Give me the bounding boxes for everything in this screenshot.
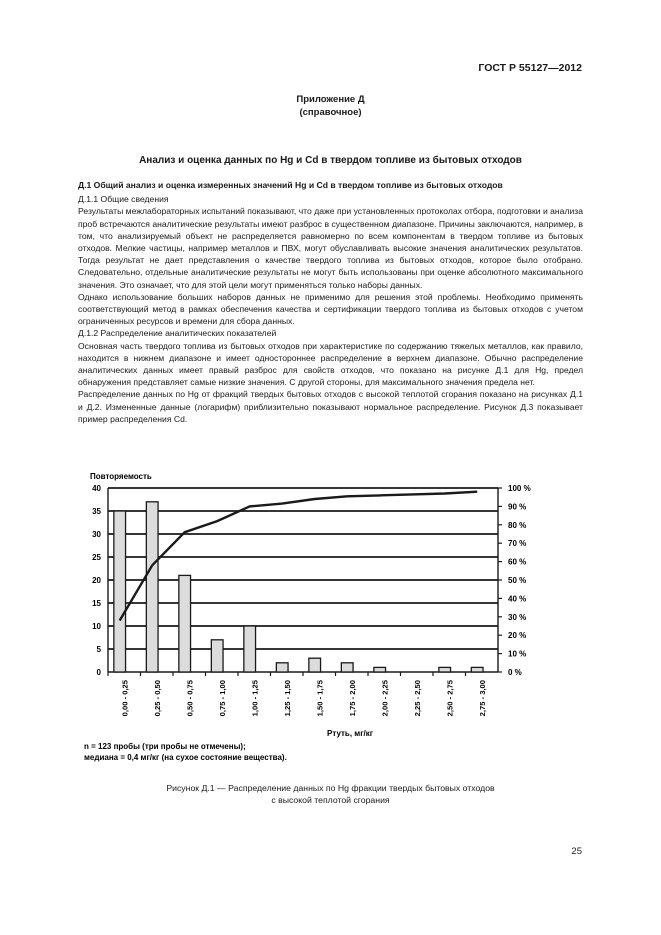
x-axis-ticks — [108, 672, 487, 716]
y2-tick-label: 20 % — [508, 631, 527, 641]
x-tick-label: 0,50 - 0,75 — [185, 680, 195, 717]
bar — [211, 640, 223, 672]
x-tick-label: 0,00 - 0,25 — [120, 680, 130, 717]
y-tick-label: 25 — [92, 553, 101, 562]
y2-tick-label: 90 % — [508, 502, 527, 512]
chart-bars — [114, 502, 483, 672]
y2-tick-label: 50 % — [508, 576, 527, 585]
appendix-title: Приложение Д — [296, 94, 365, 105]
paragraph-1: Результаты межлабораторных испытаний показывают, что даже при установленных протоколах отбора, подготовки и анализа проб встречаются аналитические результаты имеют разброс в существенном диапазоне. Причины заключаются, например, в том, что анализируемый объект не распределяется равномерно по всем компонентам в твердом топливе из бытовых отходов. Мелкие частицы, например металлов и ПВХ, могут обуславливать высокие значения аналитических результатов. Тогда результат не дает представления о качестве твердого топлива из бытовых отходов, которое было отобрано. Следовательно, отдельные аналитические результаты не могут быть использованы при оценке абсолютного максимального значения. Это означает, что для этой цели могут применяться только наборы данных. — [78, 206, 583, 290]
y-tick-label: 5 — [96, 645, 101, 654]
y-tick-label: 15 — [92, 599, 101, 608]
x-tick-label: 1,50 - 1,75 — [315, 680, 325, 717]
bar — [276, 663, 288, 672]
subsection-heading-d11: Д.1.1 Общие сведения — [78, 194, 169, 205]
chart-note-2: медиана = 0,4 мг/кг (на сухое состояние вещества). — [84, 753, 287, 762]
y-tick-label: 30 — [92, 530, 101, 539]
x-tick-label: 1,25 - 1,50 — [282, 680, 292, 717]
y2-tick-label: 70 % — [508, 539, 527, 549]
main-title: Анализ и оценка данных по Hg и Cd в твердом топливе из бытовых отходов — [139, 155, 522, 166]
bar — [471, 667, 483, 672]
x-tick-label: 2,50 - 2,75 — [445, 680, 455, 717]
appendix-subtitle: (справочное) — [299, 107, 362, 118]
paragraph-2: Однако использование больших наборов данных не применимо для решения этой проблемы. Необходимо применять соответствующий метод в рамках обеспечения качества и сертификации твердого топлива из бытовых отходов с учетом ограниченных ресурсов и времени для сбора данных. — [78, 291, 583, 327]
y2-tick-label: 40 % — [508, 594, 527, 604]
y-axis-title: Повторяемость — [90, 472, 152, 481]
bar — [341, 663, 353, 672]
x-tick-label: 2,75 - 3,00 — [477, 680, 487, 717]
y2-tick-label: 60 % — [508, 557, 527, 567]
bar — [179, 575, 191, 672]
standard-number: ГОСТ Р 55127—2012 — [478, 62, 582, 74]
x-tick-label: 2,00 - 2,25 — [380, 680, 390, 717]
y-tick-label: 35 — [92, 507, 101, 516]
left-axis-ticks — [92, 484, 101, 677]
bar — [309, 658, 321, 672]
body-text — [78, 179, 583, 425]
chart-note-1: n = 123 пробы (три пробы не отмечены); — [84, 742, 246, 751]
hg-distribution-chart — [78, 468, 578, 768]
subsection-heading-d12: Д.1.2 Распределение аналитических показателей — [78, 328, 277, 339]
y-tick-label: 0 — [96, 668, 101, 677]
y2-tick-label: 10 % — [508, 649, 527, 659]
figure-caption — [0, 782, 661, 806]
x-axis-title: Ртуть, мг/кг — [327, 729, 374, 738]
paragraph-3: Основная часть твердого топлива из бытовых отходов при характеристике по содержанию тяжелых металлов, как правило, находится в нижнем диапазоне и имеет одностороннее распределение в верхнем диапазоне. Обычно распределение аналитических данных имеет правый разброс для свойств отходов, что показано на рисунке Д.1 для Hg, предел обнаружения представляет самые низкие значения. С другой стороны, для максимального значения предела нет. — [78, 340, 583, 388]
y-tick-label: 20 — [92, 576, 101, 585]
y-tick-label: 10 — [92, 622, 101, 631]
appendix-heading — [0, 93, 661, 119]
page-number: 25 — [571, 846, 582, 857]
section-heading-d1: Д.1 Общий анализ и оценка измеренных значений Hg и Cd в твердом топливе из бытовых отходов — [78, 180, 503, 190]
y2-tick-label: 30 % — [508, 612, 527, 622]
x-tick-label: 1,00 - 1,25 — [250, 680, 260, 717]
y2-tick-label: 0 % — [508, 668, 522, 677]
x-tick-label: 2,25 - 2,50 — [412, 680, 422, 717]
x-tick-label: 0,75 - 1,00 — [217, 680, 227, 717]
y2-tick-label: 80 % — [508, 520, 527, 530]
caption-line-2: с высокой теплотой сгорания — [271, 795, 390, 805]
bar — [439, 667, 451, 672]
bar — [244, 626, 256, 672]
paragraph-4: Распределение данных по Hg от фракций твердых бытовых отходов с высокой теплотой сгорания показано на рисунках Д.1 и Д.2. Измененные данные (логарифм) приблизительно показывают нормальное распределение. Рисунок Д.3 показывает пример распределения Cd. — [78, 389, 583, 424]
x-tick-label: 0,25 - 0,50 — [152, 680, 162, 717]
y2-tick-label: 100 % — [508, 484, 531, 493]
y-tick-label: 40 — [92, 484, 101, 493]
chart-grid — [108, 488, 498, 672]
bar — [374, 667, 386, 672]
bar — [146, 502, 158, 672]
x-tick-label: 1,75 - 2,00 — [347, 680, 357, 717]
right-axis-ticks — [498, 484, 531, 677]
caption-line-1: Рисунок Д.1 — Распределение данных по Hg фракции твердых бытовых отходов — [166, 783, 495, 793]
bar — [114, 511, 126, 672]
